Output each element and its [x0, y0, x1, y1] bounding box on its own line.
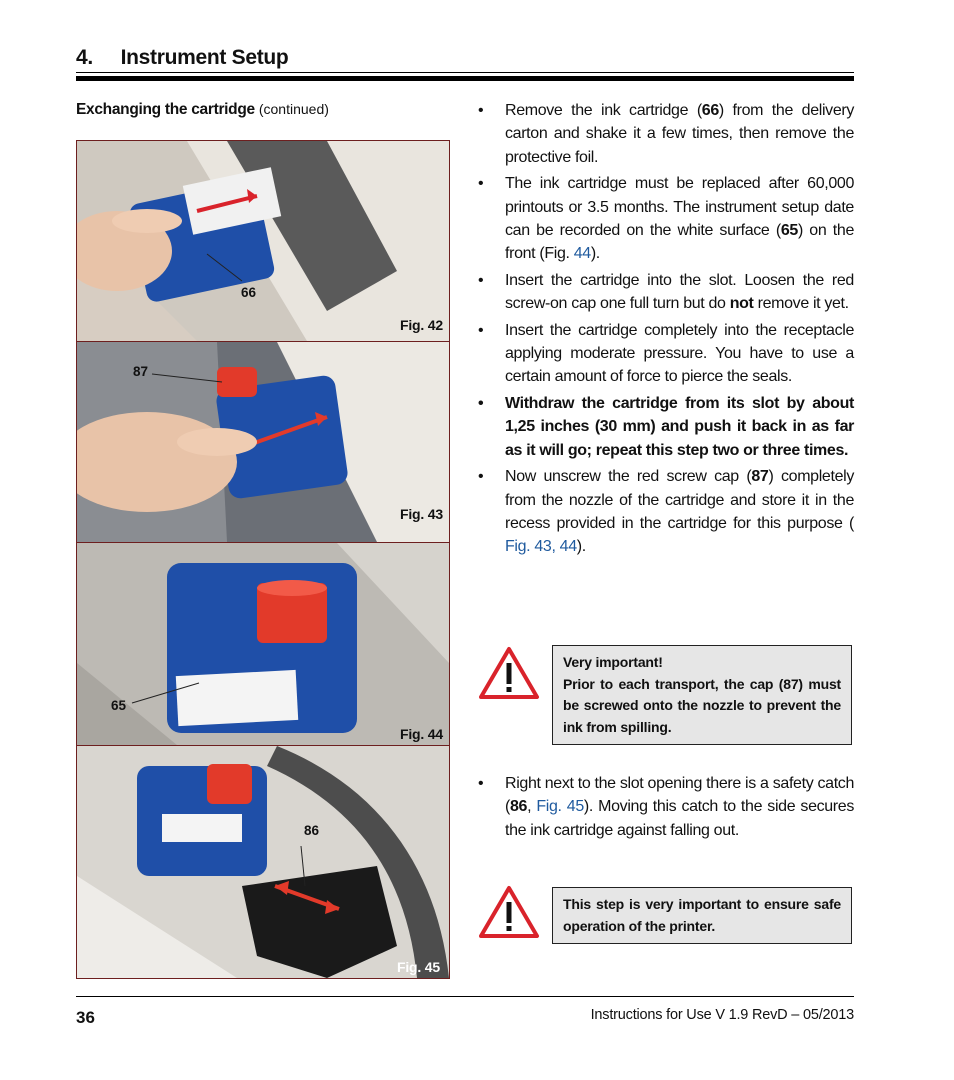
- bullet-icon: •: [478, 175, 484, 193]
- warning-text: Prior to each transport, the cap (87) must be screwed onto the nozzle to prevent the ink from spilling.: [563, 675, 841, 735]
- footer-rule: [76, 996, 854, 997]
- figure-link[interactable]: Fig. 43, 44: [505, 538, 577, 556]
- page-number: 36: [76, 1008, 95, 1027]
- figure-42-callout: 66: [241, 285, 257, 300]
- figure-42: [76, 140, 450, 342]
- figure-42-caption: Fig. 42: [400, 317, 443, 333]
- list-item: • Right next to the slot opening there is a safety catch (86, Fig. 45). Moving this catch to the side secures the ink cartridge against falling out.: [478, 772, 854, 842]
- list-item: • Insert the cartridge into the slot. Loosen the red screw-on cap one full turn but do not remove it yet.: [478, 269, 854, 316]
- list-item: • The ink cartridge must be replaced after 60,000 printouts or 3.5 months. The instrument setup date can be recorded on the white surface (65) on the front (Fig. 44).: [478, 172, 854, 266]
- instructions-block-1: [478, 99, 854, 559]
- figure-43-callout: 87: [133, 364, 149, 379]
- subheading-continued: (continued): [258, 101, 329, 117]
- figure-link[interactable]: Fig. 45: [536, 798, 584, 816]
- bullet-icon: •: [478, 775, 484, 792]
- warning-box: [552, 645, 852, 745]
- warning-icon: [478, 885, 540, 939]
- subheading-title: Exchanging the cartridge: [76, 101, 255, 118]
- bullet-icon: •: [478, 468, 484, 486]
- warning-title: Very important!: [563, 654, 663, 670]
- footer-document-info: Instructions for Use V 1.9 RevD – 05/2013: [590, 1007, 854, 1023]
- figure-43-caption: Fig. 43: [400, 506, 443, 522]
- list-item: • Insert the cartridge completely into the receptacle applying moderate pressure. You have to use a certain amount of force to pierce the seals.: [478, 319, 854, 389]
- header-rule-thin: [76, 72, 854, 73]
- figure-44-caption: Fig. 44: [400, 726, 443, 742]
- warning-text: This step is very important to ensure safe operation of the printer.: [563, 896, 841, 934]
- figure-45: [76, 745, 450, 979]
- figure-45-caption: Fig. 45: [397, 959, 440, 975]
- list-item: • Now unscrew the red screw cap (87) completely from the nozzle of the cartridge and store it in the recess provided in the cartridge for this purpose ( Fig. 43, 44).: [478, 465, 854, 559]
- bullet-icon: •: [478, 102, 484, 119]
- section-title: 4. Instrument Setup: [76, 46, 289, 69]
- bullet-icon: •: [478, 321, 484, 339]
- list-item: • Withdraw the cartridge from its slot by about 1,25 inches (30 mm) and push it back in as far as it will go; repeat this step two or three times.: [478, 392, 854, 462]
- figure-44-callout: 65: [111, 698, 127, 713]
- list-item: • Remove the ink cartridge (66) from the delivery carton and shake it a few times, then remove the protective foil.: [478, 99, 854, 169]
- figure-link[interactable]: 44: [573, 245, 591, 263]
- subheading: [76, 101, 329, 119]
- header-rule-thick: [76, 76, 854, 81]
- warning-box: [552, 887, 852, 944]
- figure-42-photo: [77, 141, 449, 341]
- bullet-icon: •: [478, 394, 484, 412]
- figure-45-photo: [77, 746, 449, 978]
- warning-icon: [478, 646, 540, 700]
- bullet-icon: •: [478, 271, 484, 289]
- instructions-block-2: [478, 772, 854, 842]
- figure-45-callout: 86: [304, 823, 320, 838]
- figure-44: [76, 542, 450, 746]
- figure-44-photo: [77, 543, 449, 745]
- figure-43: [76, 341, 450, 543]
